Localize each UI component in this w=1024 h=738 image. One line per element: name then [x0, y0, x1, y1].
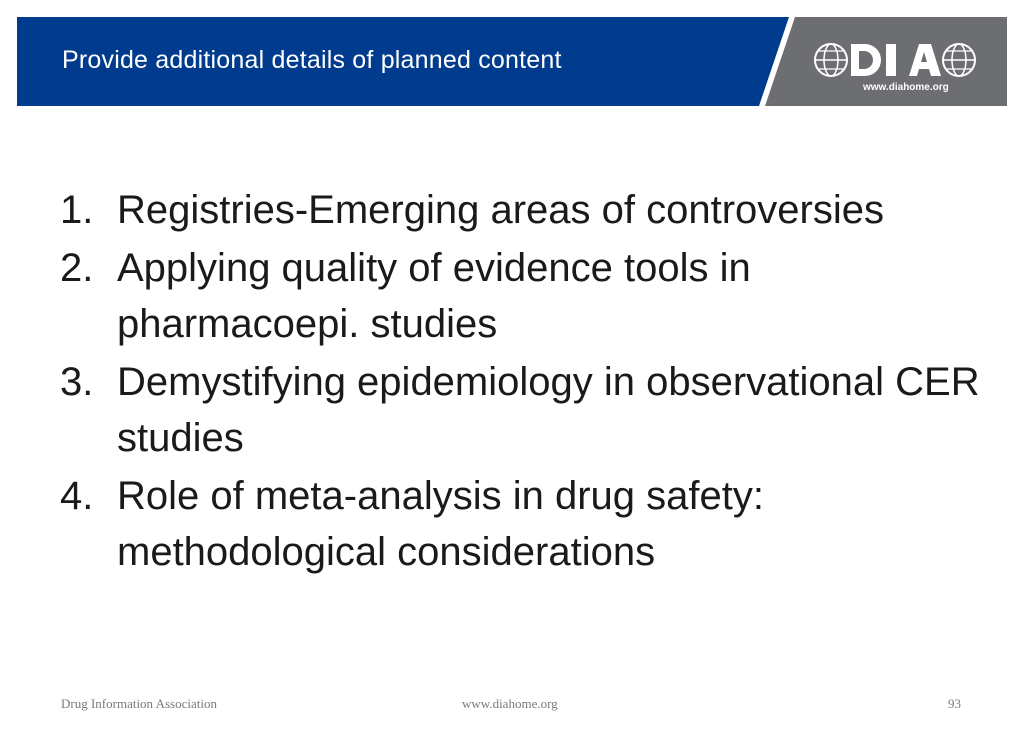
planned-content-list — [60, 182, 980, 582]
list-item — [60, 240, 980, 352]
page-number: 93 — [948, 696, 961, 711]
list-item-number: 3. — [60, 360, 94, 404]
list-item — [60, 182, 980, 238]
list-item-number: 2. — [60, 246, 94, 290]
list-item-number: 4. — [60, 474, 94, 518]
list-item-text: Registries-Emerging areas of controversies — [117, 188, 884, 232]
list-item-text: Demystifying epidemiology in observational CER studies — [117, 360, 980, 460]
list-item-text: Applying quality of evidence tools in pharmacoepi. studies — [117, 246, 751, 346]
list-item-number: 1. — [60, 188, 94, 232]
logo-url: www.diahome.org — [863, 82, 949, 93]
header-band — [17, 17, 1007, 106]
footer-organization: Drug Information Association — [61, 696, 217, 711]
slide-title: Provide additional details of planned content — [62, 46, 562, 74]
list-item — [60, 468, 980, 580]
list-item-text: Role of meta-analysis in drug safety: methodological considerations — [117, 474, 764, 574]
footer-website: www.diahome.org — [462, 696, 558, 711]
list-item — [60, 354, 980, 466]
